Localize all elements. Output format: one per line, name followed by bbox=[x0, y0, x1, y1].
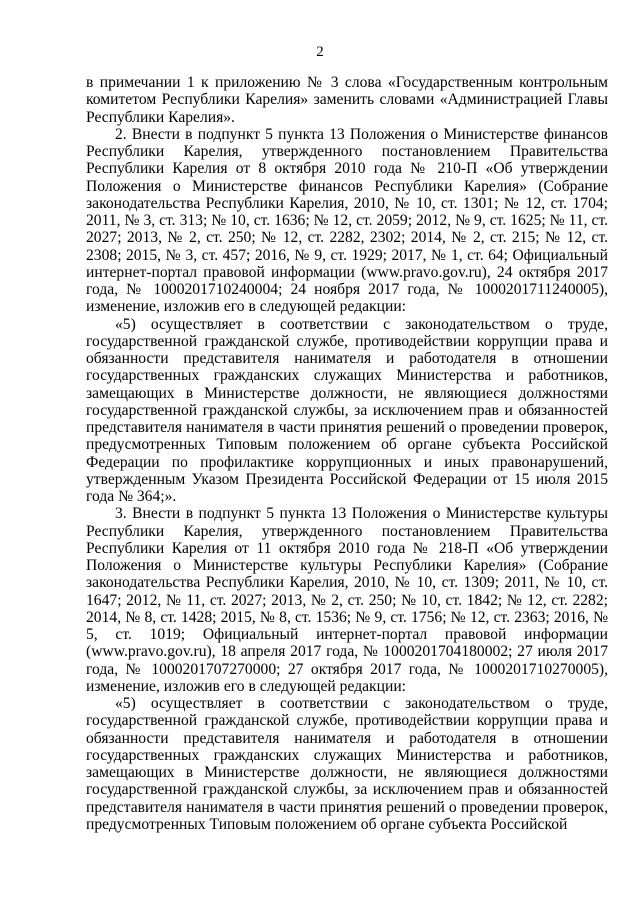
paragraph-item-3: 3. Внести в подпункт 5 пункта 13 Положения о Министерстве культуры Республики Карелия, утвержденного постановлением Правительства Республики Карелия от 11 октября 2010 года № 218-П «Об утверждении Положения о Министерстве культуры Республики Карелия» (Собрание законодательства Республики Карелия, 2010, № 10, ст. 1309; 2011, № 10, ст. 1647; 2012, № 11, ст. 2027; 2013, № 2, ст. 250; № 10, ст. 1842; № 12, ст. 2282; 2014, № 8, ст. 1428; 2015, № 8, ст. 1536; № 9, ст. 1756; № 12, ст. 2363; 2016, № 5, ст. 1019; Официальный интернет-портал правовой информации (www.pravo.gov.ru), 18 апреля 2017 года, № 1000201704180002; 27 июля 2017 года, № 1000201707270000; 27 октября 2017 года, № 1000201710270005), изменение, изложив его в следующей редакции: bbox=[86, 505, 608, 695]
paragraph-item-2: 2. Внести в подпункт 5 пункта 13 Положения о Министерстве финансов Республики Карелия, утвержденного постановлением Правительства Республики Карелия от 8 октября 2010 года № 210-П «Об утверждении Положения о Министерстве финансов Республики Карелия» (Собрание законодательства Республики Карелия, 2010, № 10, ст. 1301; № 12, ст. 1704; 2011, № 3, ст. 313; № 10, ст. 1636; № 12, ст. 2059; 2012, № 9, ст. 1625; № 11, ст. 2027; 2013, № 2, ст. 250; № 12, ст. 2282, 2302; 2014, № 2, ст. 215; № 12, ст. 2308; 2015, № 3, ст. 457; 2016, № 9, ст. 1929; 2017, № 1, ст. 64; Официальный интернет-портал правовой информации (www.pravo.gov.ru), 24 октября 2017 года, № 1000201710240004; 24 ноября 2017 года, № 1000201711240005), изменение, изложив его в следующей редакции: bbox=[86, 125, 608, 316]
paragraph-amendment-note: в примечании 1 к приложению № 3 слова «Государственным контрольным комитетом Республики Карелия» заменить словами «Администрацией Главы Республики Карелия». bbox=[86, 74, 608, 126]
paragraph-item-3-new-text: «5) осуществляет в соответствии с законодательством о труде, государственной гражданской службе, противодействии коррупции права и обязанности представителя нанимателя и работодателя в отношении государственных гражданских служащих Министерства и работников, замещающих в Министерстве должности, не являющиеся должностями государственной гражданской службы, за исключением прав и обязанностей представителя нанимателя в части принятия решений о проведении проверок, предусмотренных Типовым положением об органе субъекта Российской bbox=[86, 695, 608, 833]
paragraph-item-2-new-text: «5) осуществляет в соответствии с законодательством о труде, государственной гражданской службе, противодействии коррупции права и обязанности представителя нанимателя и работодателя в отношении государственных гражданских служащих Министерства и работников, замещающих в Министерстве должности, не являющиеся должностями государственной гражданской службы, за исключением прав и обязанностей представителя нанимателя в части принятия решений о проведении проверок, предусмотренных Типовым положением об органе субъекта Российской Федерации по профилактике коррупционных и иных правонарушений, утвержденным Указом Президента Российской Федерации от 15 июля 2015 года № 364;». bbox=[86, 315, 608, 505]
document-body bbox=[86, 74, 608, 833]
page-number: 2 bbox=[316, 44, 324, 60]
